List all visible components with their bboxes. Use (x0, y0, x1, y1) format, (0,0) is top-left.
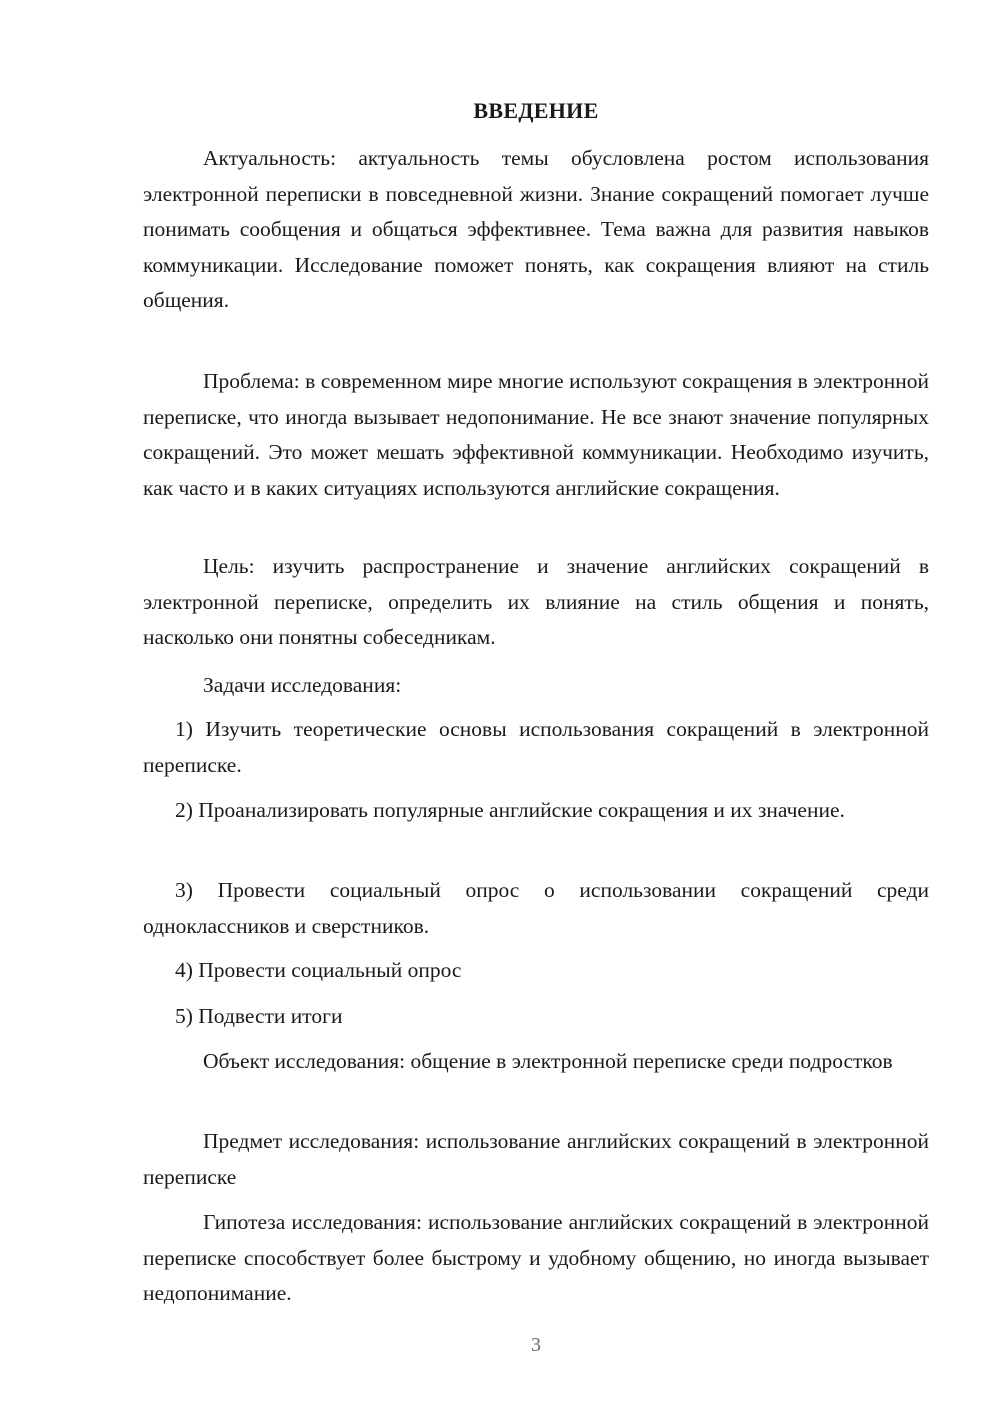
task-item: 2) Проанализировать популярные английские сокращения и их значение. (175, 798, 845, 822)
paragraph-hypothesis: Гипотеза исследования: использование английских сокращений в электронной переписке способствует более быстрому и удобному общению, но иногда вызывает недопонимание. (143, 1210, 929, 1305)
paragraph-problem: Проблема: в современном мире многие используют сокращения в электронной переписке, что иногда вызывает недопонимание. Не все знают значение популярных сокращений. Это может мешать эффективной коммуникации. Необходимо изучить, как часто и в каких ситуациях используются английские сокращения. (143, 369, 929, 500)
task-item: 4) Провести социальный опрос (175, 958, 462, 982)
page-title: ВВЕДЕНИЕ (473, 98, 599, 123)
tasks-heading: Задачи исследования: (203, 673, 402, 697)
task-item: 3) Провести социальный опрос о использовании сокращений среди одноклассников и сверстников. (143, 878, 929, 938)
paragraph-object: Объект исследования: общение в электронной переписке среди подростков (203, 1049, 893, 1073)
task-item: 5) Подвести итоги (175, 1004, 343, 1028)
document-page (143, 0, 929, 1414)
paragraph-relevance: Актуальность: актуальность темы обусловлена ростом использования электронной переписки в повседневной жизни. Знание сокращений помогает лучше понимать сообщения и общаться эффективнее. Тема важна для развития навыков коммуникации. Исследование поможет понять, как сокращения влияют на стиль общения. (143, 146, 929, 312)
paragraph-subject: Предмет исследования: использование английских сокращений в электронной переписке (143, 1129, 929, 1189)
paragraph-goal: Цель: изучить распространение и значение английских сокращений в электронной переписке, определить их влияние на стиль общения и понять, насколько они понятны собеседникам. (143, 554, 929, 649)
page-number: 3 (531, 1334, 541, 1356)
task-item: 1) Изучить теоретические основы использования сокращений в электронной переписке. (143, 717, 929, 777)
